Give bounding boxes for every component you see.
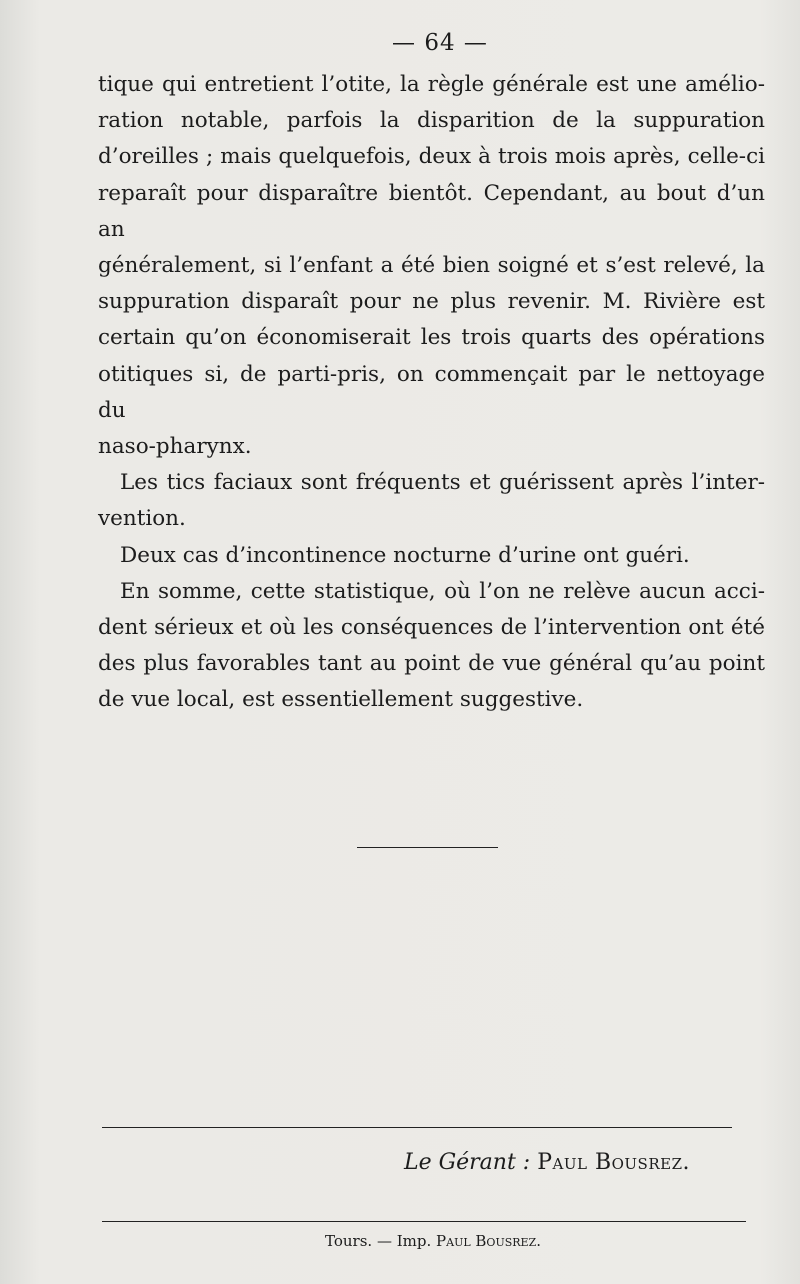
text-line: d’oreilles ; mais quelquefois, deux à trois mois après, celle-ci <box>98 144 765 170</box>
footer-rule-top <box>102 1127 732 1128</box>
text-line: suppuration disparaît pour ne plus revenir. M. Rivière est <box>98 289 765 315</box>
text-line: ration notable, parfois la disparition de la suppuration <box>98 108 765 134</box>
text-line: dent sérieux et où les conséquences de l’intervention ont été <box>98 615 765 641</box>
text-line: otitiques si, de parti-pris, on commençait par le nettoyage du <box>98 361 765 423</box>
text-line: Les tics faciaux sont fréquents et guérissent après l’inter- <box>120 470 765 496</box>
text-line: naso-pharynx. <box>98 434 252 460</box>
text-line: Deux cas d’incontinence nocturne d’urine ont guéri. <box>120 542 690 568</box>
gerant-signature <box>0 1150 690 1175</box>
text-line: tique qui entretient l’otite, la règle générale est une amélio- <box>98 72 765 97</box>
text-line: reparaît pour disparaître bientôt. Cependant, au bout d’un an <box>98 180 765 242</box>
text-line: En somme, cette statistique, où l’on ne relève aucun acci- <box>120 578 765 604</box>
body-text <box>98 67 765 719</box>
imprint-place: Tours. — Imp. <box>325 1232 432 1250</box>
text-line: généralement, si l’enfant a été bien soigné et s’est relevé, la <box>98 253 765 279</box>
section-divider <box>357 847 498 848</box>
text-line: de vue local, est essentiellement suggestive. <box>98 687 584 713</box>
footer-rule-bottom <box>102 1221 746 1222</box>
text-line: des plus favorables tant au point de vue général qu’au point <box>98 651 765 677</box>
gerant-label: Le Gérant : <box>403 1150 531 1175</box>
text-line: vention. <box>98 506 186 532</box>
page-number: — 64 — <box>392 30 488 56</box>
gerant-name: Paul Bousrez. <box>537 1150 690 1175</box>
printer-imprint <box>0 1232 800 1250</box>
imprint-name: Paul Bousrez. <box>436 1232 541 1250</box>
text-line: certain qu’on économiserait les trois quarts des opérations <box>98 325 765 351</box>
